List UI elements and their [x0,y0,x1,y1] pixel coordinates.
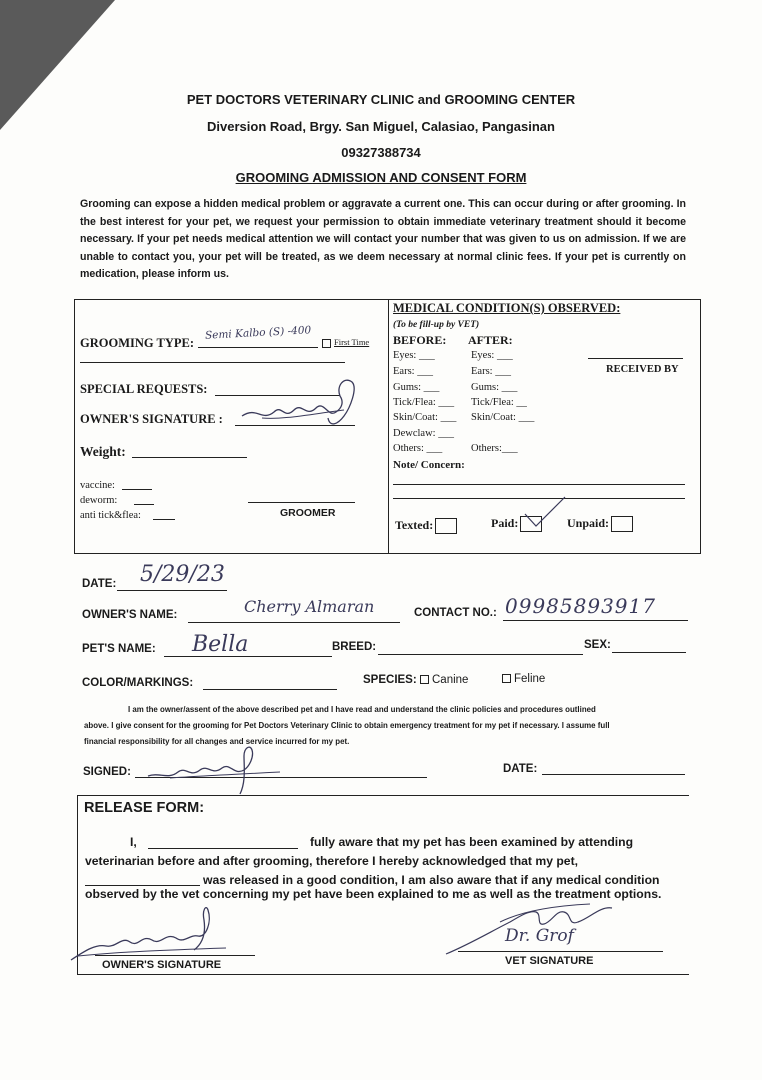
pet-name-label: PET'S NAME: [82,643,156,655]
paid-field[interactable]: Paid: [491,516,542,532]
consent-line-2: above. I give consent for the grooming for Pet Doctors Veterinary Clinic to obtain emergency treatment for my pet if necessary. I assume full [84,721,610,730]
form-title: GROOMING ADMISSION AND CONSENT FORM [235,170,527,185]
first-time-label: First Time [334,337,370,347]
release-text-4: observed by the vet concerning my pet have been explained to me as well as the treatment options. [85,887,662,901]
before-label: BEFORE: [393,333,447,347]
weight-line[interactable] [132,457,247,458]
species-label: SPECIES: [363,674,417,686]
before-eyes[interactable]: Eyes: ___ [393,350,435,361]
breed-line[interactable] [378,654,583,655]
release-text-2: veterinarian before and after grooming, therefore I hereby acknowledged that my pet, [85,854,579,868]
vaccine-label: vaccine: [80,480,115,491]
species-canine-option[interactable] [420,674,468,686]
received-by-line[interactable] [588,358,683,359]
intro-paragraph: Grooming can expose a hidden medical problem or aggravate a current one. This can occur during or after grooming. In the best interest for your pet, we request your permission to obtain immediate veterinary treatment should it become necessary. If your pet needs medical attention we will contact your number that was given to us on admission. If we are unable to contact you, your pet will be treated, as we deem necessary at normal clinic fees. If your pet is currently on medication, please inform us. [80,198,686,280]
breed-label: BREED: [332,641,377,653]
feline-checkbox[interactable] [502,674,511,683]
canine-checkbox[interactable] [420,675,429,684]
owner-signature-scribble-1 [232,368,372,436]
sex-label: SEX: [584,639,611,651]
before-ears[interactable]: Ears: ___ [393,366,433,377]
owner-signature-label: OWNER'S SIGNATURE : [80,412,223,426]
signed-label: SIGNED: [83,766,131,778]
date-line[interactable] [117,590,227,591]
vet-signature-text: Dr. Grof [505,926,574,946]
release-text-1: fully aware that my pet has been examined by attending [310,835,634,849]
consent-date-label: DATE: [503,763,538,775]
grooming-type-label: GROOMING TYPE: [80,336,195,350]
texted-checkbox[interactable] [435,518,457,534]
before-tick-flea[interactable]: Tick/Flea: ___ [393,397,455,408]
contact-label: CONTACT NO.: [414,607,497,619]
owner-signature-scribble-2 [140,742,290,800]
pet-name-value: Bella [192,632,249,657]
anti-tick-line[interactable] [153,519,175,520]
received-by-label: RECEIVED BY [606,364,679,375]
unpaid-checkbox[interactable] [611,516,633,532]
deworm-line[interactable] [134,504,154,505]
grooming-type-line[interactable] [198,347,318,348]
after-tick-flea[interactable]: Tick/Flea: __ [471,397,527,408]
groomer-label: GROOMER [280,507,336,519]
before-others[interactable]: Others: ___ [393,443,443,454]
clinic-address: Diversion Road, Brgy. San Miguel, Calasiao, Pangasinan [207,119,555,134]
color-markings-label: COLOR/MARKINGS: [82,677,194,689]
after-skin-coat[interactable]: Skin/Coat: ___ [471,412,535,423]
before-skin-coat[interactable]: Skin/Coat: ___ [393,412,457,423]
after-eyes[interactable]: Eyes: ___ [471,350,513,361]
vet-signature-label: VET SIGNATURE [505,955,594,967]
release-text-i: I, [130,835,137,849]
after-label: AFTER: [468,333,513,347]
feline-label: Feline [514,673,546,685]
vaccine-line[interactable] [122,489,152,490]
after-gums[interactable]: Gums: ___ [471,382,518,393]
release-owner-signature-label: OWNER'S SIGNATURE [102,959,222,971]
release-name-line[interactable] [148,848,298,849]
owner-name-label: OWNER'S NAME: [82,609,178,621]
date-label: DATE: [82,578,117,590]
anti-tick-label: anti tick&flea: [80,510,141,521]
contact-line[interactable] [503,620,688,621]
weight-label: Weight: [80,444,126,459]
medical-title: MEDICAL CONDITION(S) OBSERVED: [393,301,621,315]
grooming-type-value: Semi Kalbo (S) -400 [204,324,312,342]
clinic-phone: 09327388734 [341,145,421,160]
after-ears[interactable]: Ears: ___ [471,366,511,377]
contact-value: 09985893917 [505,594,656,618]
release-text-3: was released in a good condition, I am also aware that if any medical condition [203,873,660,887]
after-others[interactable]: Others:___ [471,443,518,454]
consent-line-3: financial responsibility for all changes and service incurred for my pet. [84,737,350,746]
owner-name-line[interactable] [188,622,400,623]
owner-name-value: Cherry Almaran [244,597,375,616]
vet-signature-line[interactable] [458,951,663,952]
groomer-line[interactable] [248,502,355,503]
release-owner-signature-line[interactable] [95,955,255,956]
before-dewclaw[interactable]: Dewclaw: ___ [393,428,454,439]
sex-line[interactable] [612,652,686,653]
deworm-label: deworm: [80,495,118,506]
grooming-extra-line [80,362,345,363]
date-value: 5/29/23 [140,562,225,587]
medical-subtitle: (To be fill-up by VET) [393,320,480,330]
before-gums[interactable]: Gums: ___ [393,382,440,393]
canine-label: Canine [432,674,469,686]
texted-field[interactable]: Texted: [395,518,457,534]
consent-date-line[interactable] [542,774,685,775]
paid-check-mark [520,494,570,534]
first-time-checkbox[interactable] [322,339,331,348]
first-time-option[interactable] [322,337,369,348]
consent-line-1: I am the owner/assent of the above described pet and I have read and understand the clinic policies and procedures outlined [128,705,596,714]
release-title: RELEASE FORM: [84,800,205,816]
note-concern-label: Note/ Concern: [393,459,465,471]
special-requests-label: SPECIAL REQUESTS: [80,382,208,396]
color-markings-line[interactable] [203,689,337,690]
unpaid-field[interactable]: Unpaid: [567,516,633,532]
species-feline-option[interactable] [502,673,545,685]
page-corner-shadow [0,0,115,130]
note-line-1[interactable] [393,484,685,485]
clinic-name: PET DOCTORS VETERINARY CLINIC and GROOMING CENTER [186,92,576,107]
